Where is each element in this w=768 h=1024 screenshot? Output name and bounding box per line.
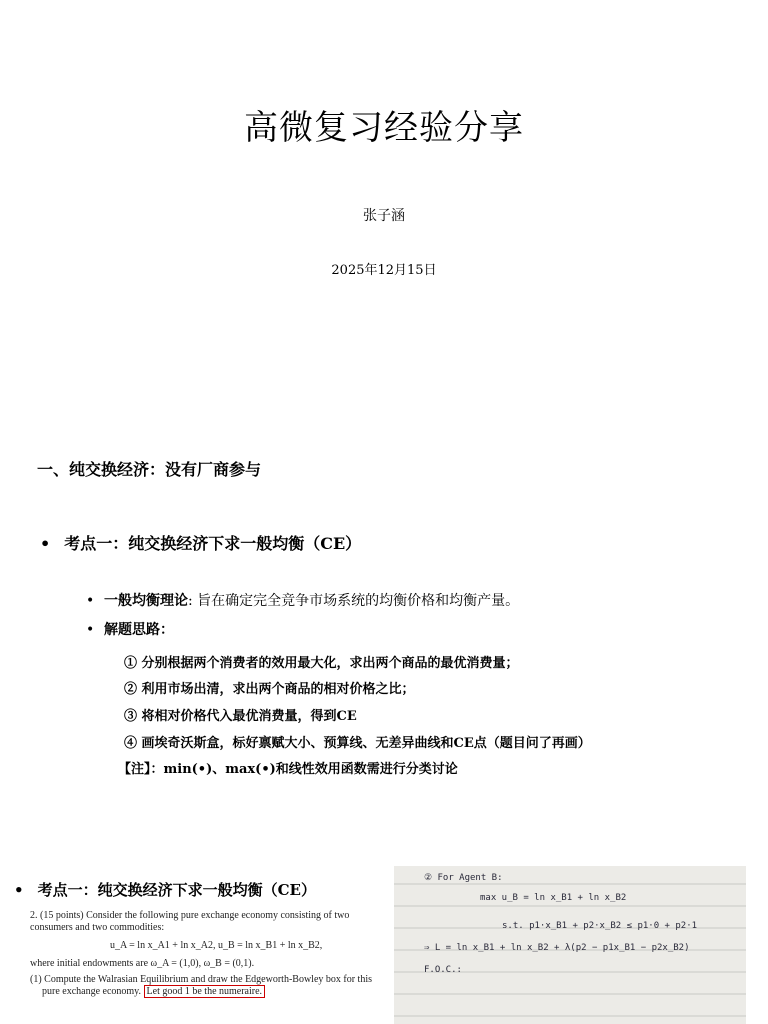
note-text: 【注】：min(•)、max(•)和线性效用函数需进行分类讨论	[118, 762, 458, 777]
handwritten-notes-photo	[394, 866, 746, 1024]
subpoint-approach	[86, 619, 174, 639]
subpoint-theory	[86, 590, 519, 610]
exam-endowment-line	[30, 958, 390, 970]
slide2-topic-label: 考点一：纯交换经济下求一般均衡（CE）	[37, 881, 316, 899]
bullet-icon: •	[40, 534, 51, 553]
subpoint-text: : 旨在确定完全竞争市场系统的均衡价格和均衡产量。	[188, 593, 520, 609]
exam-line: pure exchange economy.	[42, 986, 142, 997]
step-item: ① 分别根据两个消费者的效用最大化，求出两个商品的最优消费量；	[124, 656, 519, 671]
topic-label: 考点一：纯交换经济下求一般均衡（CE）	[64, 534, 362, 553]
section-heading: 一、纯交换经济：没有厂商参与	[37, 460, 262, 479]
exam-line: 2. (15 points) Consider the following pure exchange economy consisting of two	[30, 910, 350, 921]
exam-line: consumers and two commodities:	[30, 922, 165, 933]
subpoint-bold: 解题思路：	[104, 622, 174, 638]
slide-title: 高微复习经验分享	[244, 108, 524, 148]
step-item: ④ 画埃奇沃斯盒，标好禀赋大小、预算线、无差异曲线和CE点（题目问了再画）	[124, 736, 591, 751]
bullet-icon: •	[86, 622, 95, 638]
bullet-icon: •	[14, 881, 24, 899]
notes-lines-graphic	[394, 866, 746, 1024]
author-name: 张子涵	[363, 208, 405, 224]
exam-line: (1) Compute the Walrasian Equilibrium and draw the Edgeworth-Bowley box for this	[30, 974, 372, 985]
slide2-topic-heading	[14, 879, 316, 900]
exam-question-scan	[30, 910, 390, 1024]
notes-line: s.t. p1·x_B1 + p2·x_B2 ≤ p1·0 + p2·1	[502, 921, 698, 931]
presentation-date: 2025年12月15日	[331, 263, 437, 278]
exam-endowment: ω_A = (1,0), ω_B = (0,1).	[150, 958, 255, 969]
notes-line: ⇒ L = ln x_B1 + ln x_B2 + λ(p2 − p1x_B1 − p2x_B2)	[424, 943, 690, 953]
exam-line: where initial endowments are	[30, 958, 149, 969]
bullet-icon: •	[86, 593, 95, 609]
exam-task-line	[30, 986, 390, 998]
topic-heading	[40, 531, 361, 554]
step-item: ② 利用市场出清，求出两个商品的相对价格之比；	[124, 682, 415, 697]
notes-line: ② For Agent B:	[424, 873, 503, 883]
step-item: ③ 将相对价格代入最优消费量，得到CE	[124, 709, 357, 724]
notes-line: max u_B = ln x_B1 + ln x_B2	[480, 893, 627, 903]
exam-utility-equation: u_A = ln x_A1 + ln x_A2, u_B = ln x_B1 + ln x_B2,	[110, 940, 323, 951]
subpoint-bold: 一般均衡理论	[104, 593, 188, 609]
notes-line: F.O.C.:	[424, 965, 462, 975]
exam-highlight-box: Let good 1 be the numeraire.	[144, 985, 266, 998]
